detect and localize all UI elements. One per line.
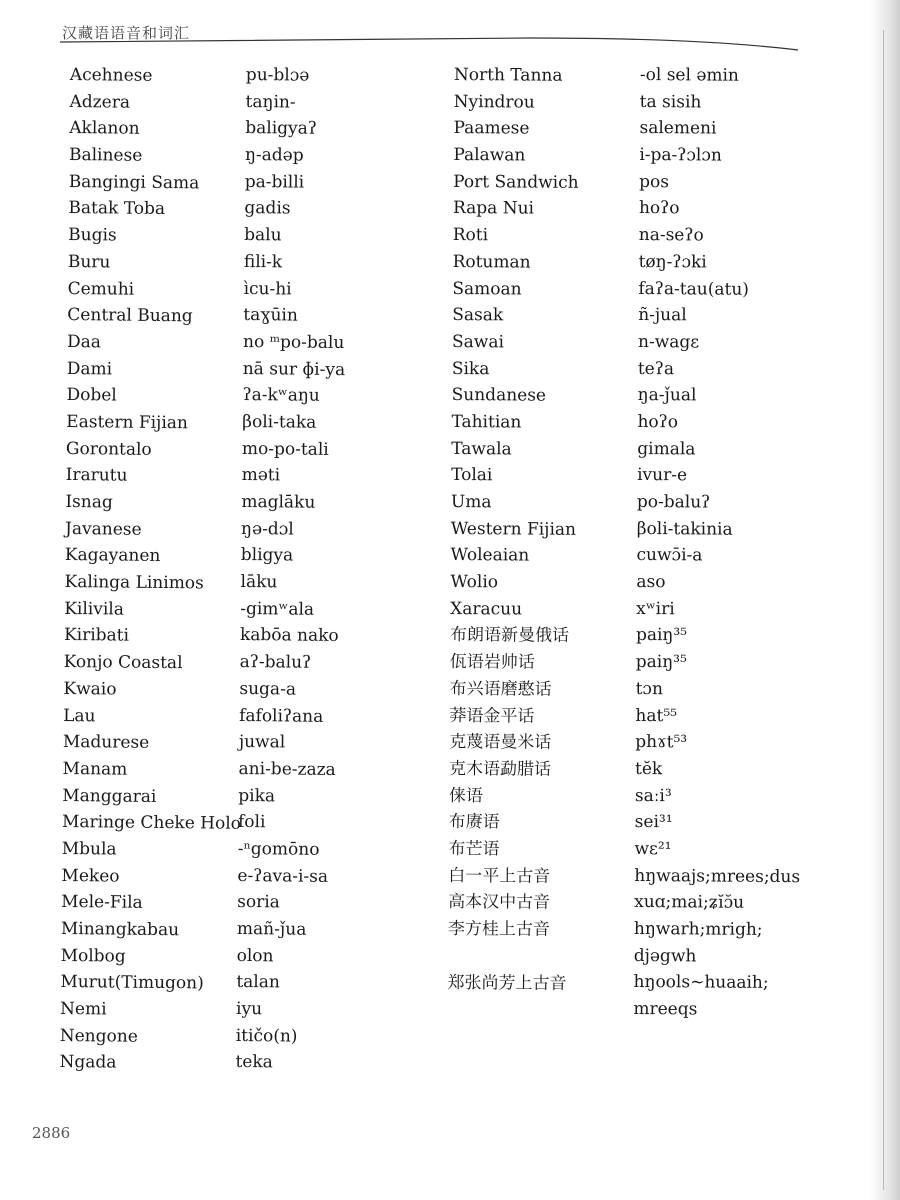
entry-cell: tĕk [634, 758, 663, 780]
entry-cell: Mekeo [61, 865, 120, 887]
entry-cell: Sawai [451, 331, 505, 353]
entry-cell: djəgwh [633, 945, 697, 967]
entry-cell: pa-billi [244, 171, 305, 193]
entry-cell: pika [238, 785, 276, 806]
entry-cell: Batak Toba [68, 198, 166, 220]
entry-cell: Palawan [453, 145, 526, 166]
entry-cell: mreeqs [633, 999, 698, 1020]
entry-cell: kabōa nako [239, 625, 339, 647]
entry-cell: Madurese [62, 732, 150, 754]
entry-cell: no ᵐpo-balu [242, 331, 345, 353]
entry-cell: Dobel [66, 385, 117, 406]
entry-cell: soria [237, 892, 280, 913]
entry-cell: foli [237, 812, 266, 833]
entry-cell: Nemi [59, 999, 107, 1020]
entry-cell: xuɑ;mai;ʑĭɔ̆u [634, 892, 745, 914]
entry-cell: Port Sandwich [453, 171, 579, 193]
entry-cell: Kwaio [63, 678, 117, 700]
page-edge-line [883, 30, 884, 1190]
entry-cell: Mele-Fila [61, 892, 143, 914]
entry-cell: Daa [66, 331, 102, 353]
entry-cell: Bugis [68, 225, 117, 246]
entry-cell: Uma [450, 491, 492, 513]
entry-cell: Sasak [452, 305, 504, 326]
entry-cell: gadis [244, 198, 291, 219]
entry-cell: ŋə-dɔl [241, 518, 294, 540]
entry-cell: Aklanon [69, 118, 140, 140]
entry-cell: 布赓语 [448, 812, 500, 833]
word-form-column-left [235, 62, 348, 1077]
entry-cell: Murut(Timugon) [60, 972, 204, 994]
entry-cell: wɛ²¹ [634, 838, 672, 860]
entry-cell: Dami [66, 358, 113, 380]
entry-cell: phɤt⁵³ [635, 732, 688, 753]
entry-cell: hat⁵⁵ [635, 705, 678, 726]
entry-cell: sei³¹ [634, 812, 673, 833]
entry-cell: Central Buang [67, 305, 193, 327]
entry-cell: mo-po-tali [241, 438, 329, 460]
entry-cell: Sundanese [451, 385, 547, 406]
entry-cell: Kiribati [63, 625, 130, 647]
entry-cell: 高本汉中古音 [448, 892, 551, 914]
entry-cell: ʔa-kʷaŋu [242, 385, 320, 407]
entry-cell: ta sisih [639, 91, 702, 113]
entry-cell: ivur-e [637, 465, 688, 486]
entry-cell: Sika [451, 358, 490, 379]
entry-cell: baligyaʔ [245, 118, 318, 140]
entry-cell: tɔn [635, 678, 664, 699]
entry-cell: fili-k [243, 251, 283, 273]
entry-cell: Gorontalo [65, 438, 152, 460]
entry-cell: Kilivila [64, 598, 125, 620]
entry-cell: ŋ-adəp [244, 145, 304, 166]
entry-cell: bligya [240, 545, 294, 566]
entry-cell: Wolio [450, 572, 499, 593]
entry-cell: βoli-taka [242, 411, 317, 433]
entry-cell: βoli-takinia [636, 518, 733, 540]
entry-cell: məti [241, 465, 281, 486]
entry-cell: taŋin- [245, 91, 296, 113]
entry-cell: salemeni [639, 118, 717, 139]
entry-cell: n-wagɛ [637, 331, 700, 353]
entry-cell: Balinese [68, 145, 143, 166]
entry-cell: Bangingi Sama [68, 171, 200, 194]
entry-cell: ñ-jual [638, 305, 687, 326]
entry-cell: Javanese [65, 518, 142, 540]
entry-cell: hŋwaajs;mrees;dus [634, 865, 801, 887]
entry-cell: Nengone [59, 1025, 138, 1047]
entry-cell: balu [244, 225, 282, 246]
entry-cell: Kagayanen [64, 545, 161, 567]
entry-cell: Rapa Nui [452, 198, 535, 219]
entry-cell: Minangkabau [60, 918, 180, 941]
entry-cell: Tawala [451, 438, 512, 460]
entry-cell: 克木语勐腊话 [448, 758, 552, 780]
entry-cell: nā sur ɸi-ya [242, 358, 346, 380]
language-name-column-right [447, 62, 579, 997]
entry-cell: tøŋ-ʔɔki [638, 251, 707, 273]
entry-cell: Buru [67, 251, 111, 273]
entry-cell: ìcu-hi [243, 278, 292, 299]
entry-cell: -ⁿgomōno [237, 838, 320, 860]
page-gutter-shadow [870, 0, 900, 1200]
entry-cell: Isnag [65, 491, 113, 513]
entry-cell: 俫语 [448, 785, 483, 806]
entry-cell: pu-blɔə [245, 64, 310, 86]
entry-cell: Roti [452, 225, 489, 246]
entry-cell: Lau [63, 705, 96, 726]
entry-cell: cuwɔ̄i-a [636, 545, 703, 566]
entry-cell: Samoan [452, 278, 522, 299]
entry-cell: iyu [235, 999, 263, 1020]
entry-cell: paiŋ³⁵ [635, 625, 688, 646]
entry-cell: 白一平上古音 [448, 865, 551, 887]
entry-cell: Molbog [60, 945, 126, 967]
entry-cell: Konjo Coastal [63, 652, 183, 674]
entry-cell: ani-be-zaza [238, 758, 336, 780]
entry-cell: aʔ-baluʔ [239, 652, 312, 673]
entry-cell: mañ-ǰua [236, 918, 307, 940]
entry-cell: Manggarai [62, 785, 157, 807]
entry-cell: teka [235, 1052, 273, 1073]
entry-cell: fafoliʔana [239, 705, 324, 727]
entry-cell: 莽语金平话 [449, 705, 535, 727]
entry-cell: Rotuman [452, 251, 531, 273]
entry-cell: -ol sel əmin [639, 64, 739, 86]
entry-cell: 布朗语新曼俄话 [449, 625, 570, 647]
entry-cell: Adzera [69, 91, 131, 113]
entry-cell: juwal [238, 732, 286, 753]
entry-cell: Woleaian [450, 545, 530, 566]
entry-cell: -gimʷala [240, 598, 315, 620]
entry-cell: itičo(n) [235, 1025, 298, 1047]
entry-cell: 李方桂上古音 [447, 918, 551, 940]
entry-cell: xʷiri [636, 598, 675, 620]
entry-cell: ŋa-ǰual [637, 385, 697, 406]
entry-cell: hoʔo [637, 411, 679, 433]
entry-cell: Mbula [61, 838, 117, 860]
entry-cell: North Tanna [453, 64, 563, 86]
entry-cell: 布兴语磨憨话 [449, 678, 552, 700]
entry-cell: Maringe Cheke Holo [61, 812, 242, 835]
entry-cell: paiŋ³⁵ [635, 652, 687, 673]
entry-cell: Western Fijian [450, 518, 577, 540]
running-header-title: 汉藏语语音和词汇 [62, 24, 191, 42]
word-form-column-right [633, 62, 806, 1024]
header-rule [60, 32, 800, 54]
entry-cell: hŋwarh;mrigh; [633, 918, 763, 940]
entry-cell: i-pa-ʔɔlɔn [639, 145, 722, 166]
entry-cell: 布芒语 [448, 838, 500, 860]
entry-cell: 郑张尚芳上古音 [447, 972, 567, 994]
entry-cell: aso [636, 572, 666, 593]
entry-cell: teʔa [637, 358, 675, 379]
entry-cell: hoʔo [638, 198, 680, 219]
language-name-column-left [59, 62, 249, 1078]
entry-cell: Cemuhi [67, 278, 135, 300]
entry-cell: Tahitian [451, 411, 522, 433]
entry-cell: taɣūin [243, 305, 298, 326]
entry-cell: Irarutu [65, 465, 128, 486]
entry-cell: lāku [240, 572, 278, 593]
entry-cell: maglāku [241, 491, 316, 513]
page-number: 2886 [32, 1124, 71, 1142]
entry-cell: po-baluʔ [636, 491, 711, 513]
entry-cell: Eastern Fijian [66, 411, 189, 434]
entry-cell: Paamese [453, 118, 530, 139]
entry-cell: faʔa-tau(atu) [638, 278, 750, 300]
entry-cell: Acehnese [69, 64, 153, 86]
entry-cell: 佤语岩帅话 [449, 652, 535, 673]
entry-cell: gimala [637, 438, 696, 460]
entry-cell: na-seʔo [638, 225, 704, 246]
entry-cell: Kalinga Linimos [64, 572, 204, 594]
entry-cell: Manam [62, 758, 128, 780]
entry-cell [448, 943, 574, 971]
entry-cell: Nyindrou [453, 91, 535, 113]
entry-cell: olon [236, 945, 274, 967]
entry-cell: suga-a [239, 678, 297, 700]
entry-cell: 克蔑语曼米话 [449, 732, 552, 753]
entry-cell: Ngada [59, 1052, 117, 1073]
entry-cell: pos [639, 171, 670, 192]
entry-cell: talan [236, 972, 280, 993]
entry-cell: e-ʔava-i-sa [237, 865, 329, 887]
entry-cell: hŋools~huaaih; [633, 972, 769, 994]
entry-cell: saːi³ [634, 785, 672, 806]
entry-cell: Tolai [451, 465, 493, 486]
entry-cell: Xaracuu [450, 598, 523, 620]
